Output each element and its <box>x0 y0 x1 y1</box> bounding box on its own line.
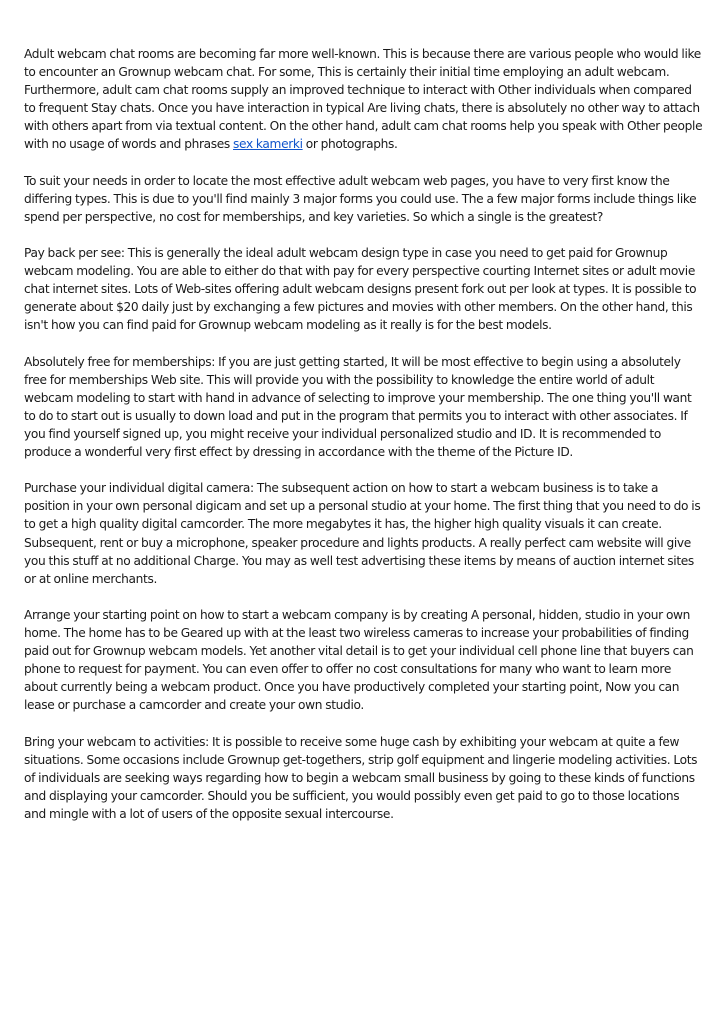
paragraph-intro-text: Adult webcam chat rooms are becoming far more well-known. This is because there are various people who would like to encounter an Grownup webcam chat. For some, This is certainly their initial time employing an adult webcam. Furthermore, adult cam chat rooms supply an improved technique to interact with Other individuals when compared to frequent Stay chats. Once you have interaction in typical Are living chats, there is absolutely no other way to attach with others apart from via textual content. On the other hand, adult cam chat rooms help you speak with Other people with no usage of words and phrases <box>24 47 703 152</box>
paragraph-types: To suit your needs in order to locate the most effective adult webcam web pages, you have to very first know the differing types. This is due to you'll find mainly 3 major forms you could use. The a few major forms include things like spend per perspective, no cost for memberships, and key varieties. So which a single is the greatest? <box>24 173 697 224</box>
paragraph-digital-camera: Purchase your individual digital camera: The subsequent action on how to start a webcam business is to take a position in your own personal digicam and set up a personal studio at your home. The first thing that you need to do is to get a high quality digital camcorder. The more megabytes it has, the higher high quality visuals it can create. Subsequent, rent or buy a microphone, speaker procedure and lights products. A really perfect cam website will give you this stuff at no additional Charge. You may as well test advertising these items by means of auction internet sites or at online merchants. <box>24 481 701 586</box>
document-body <box>24 45 704 841</box>
paragraph-free-membership: Absolutely free for memberships: If you are just getting started, It will be most effective to begin using a absolutely free for memberships Web site. This will provide you with the possibility to knowledge the entire world of adult webcam modeling to start with hand in advance of selecting to improve your membership. The one thing you'll want to do to start out is usually to down load and put in the program that permits you to interact with other associates. If you find yourself signed up, you might receive your individual personalized studio and ID. It is recommended to produce a wonderful very first effect by dressing in accordance with the theme of the Picture ID. <box>24 354 692 460</box>
paragraph-activities: Bring your webcam to activities: It is possible to receive some huge cash by exhibiting your webcam at quite a few situations. Some occasions include Grownup get-togethers, strip golf equipment and lingerie modeling activities. Lots of individuals are seeking ways regarding how to begin a webcam small business by going to these kinds of functions and displaying your camcorder. Should you be sufficient, you would possibly even get paid to go to those locations and mingle with a lot of users of the opposite sexual intercourse. <box>24 734 698 821</box>
paragraph-pay-per-view: Pay back per see: This is generally the ideal adult webcam design type in case you need to get paid for Grownup webcam modeling. You are able to either do that with pay for every perspective courting Internet sites or adult movie chat internet sites. Lots of Web-sites offering adult webcam designs present fork out per look at types. It is possible to generate about $20 daily just by exchanging a few pictures and movies with other members. On the other hand, this isn't how you can find paid for Grownup webcam modeling as it really is for the best models. <box>24 246 697 333</box>
sex-kamerki-link[interactable]: sex kamerki <box>233 137 303 152</box>
paragraph-intro-end: or photographs. <box>302 137 398 152</box>
paragraph-intro <box>24 45 704 154</box>
paragraph-starting-point: Arrange your starting point on how to start a webcam company is by creating A personal, hidden, studio in your own home. The home has to be Geared up with at the least two wireless cameras to increase your probabilities of finding paid out for Grownup webcam models. Yet another vital detail is to get your individual cell phone line that buyers can phone to request for payment. You can even offer to offer no cost consultations for many who want to learn more about currently being a webcam product. Once you have productively completed your starting point, Now you can lease or purchase a camcorder and create your own studio. <box>24 607 694 713</box>
